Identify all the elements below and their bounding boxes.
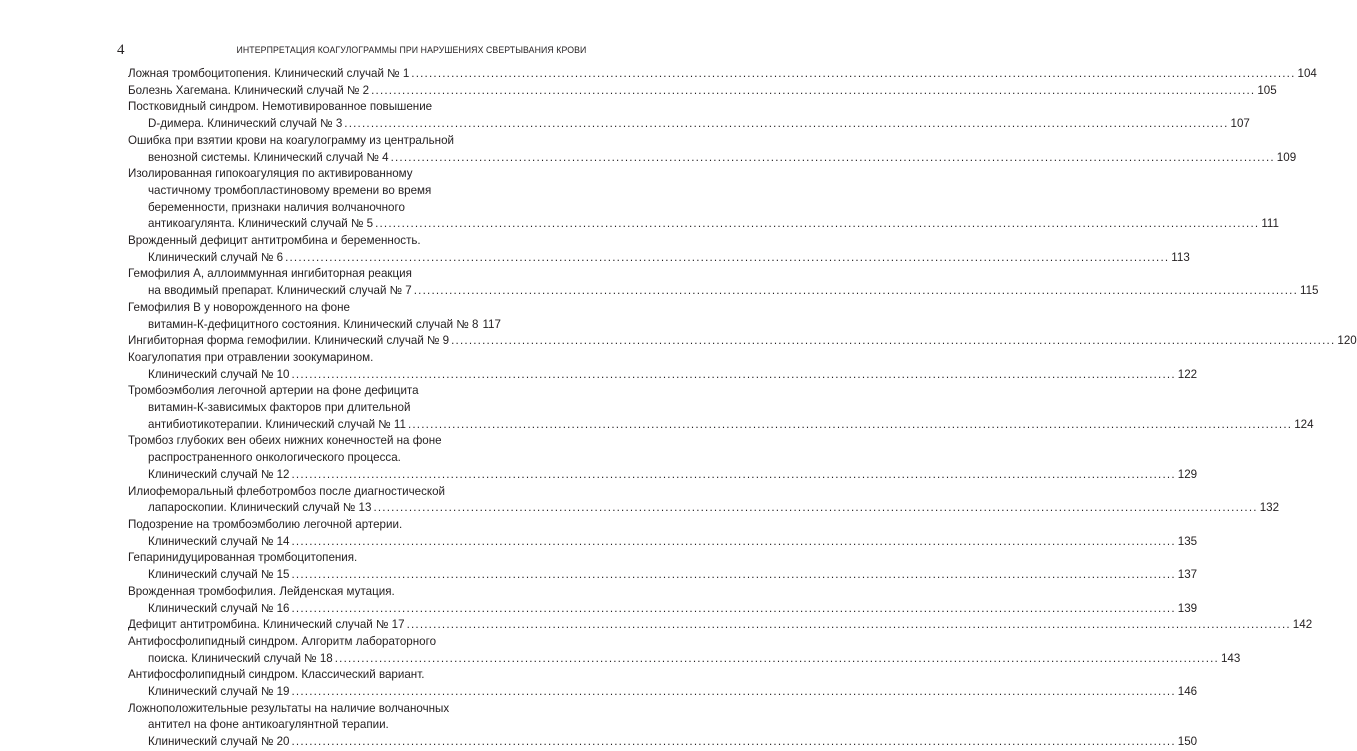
toc-page-number: 139	[1177, 601, 1198, 615]
toc-entry-line: Ошибка при взятии крови на коагулограмму из центральной	[128, 133, 454, 147]
toc-page-number: 120	[1337, 334, 1357, 348]
toc-entry-line	[128, 83, 1277, 100]
page-number: 4	[117, 42, 125, 58]
toc-entry-title: Клинический случай № 6	[148, 250, 284, 264]
toc-entry-line: распространенного онкологического процесса.	[148, 451, 401, 465]
toc-entry-title: антикоагулянта. Клинический случай № 5	[148, 217, 374, 231]
toc-entry	[128, 133, 1297, 166]
toc-dot-leader: ........................................................................................................................................................................................................	[291, 367, 1176, 381]
toc-dot-leader: ........................................................................................................................................................................................................	[344, 117, 1229, 131]
toc-page-number: 146	[1177, 685, 1198, 699]
toc-entry-title: венозной системы. Клинический случай № 4	[148, 150, 389, 164]
toc-entry-line: Тромбоз глубоких вен обеих нижних конечностей на фоне	[128, 434, 442, 448]
toc-dot-leader: ........................................................................................................................................................................................................	[371, 83, 1256, 97]
toc-entry-line	[128, 534, 1198, 551]
toc-entry	[128, 66, 1317, 83]
toc-entry-line	[128, 601, 1198, 618]
toc-entry-line	[128, 250, 1190, 267]
toc-entry-line: антител на фоне антикоагулянтной терапии.	[148, 718, 389, 732]
toc-entry-line	[128, 417, 1314, 434]
toc-entry-line: Гепаринидуцированная тромбоцитопения.	[128, 551, 358, 565]
toc-dot-leader: ........................................................................................................................................................................................................	[291, 467, 1176, 481]
toc-entry	[128, 300, 501, 333]
toc-dot-leader: ........................................................................................................................................................................................................	[291, 568, 1176, 582]
toc-entry-line	[128, 567, 1198, 584]
toc-dot-leader: ........................................................................................................................................................................................................	[413, 284, 1298, 298]
toc-entry-line: частичному тромбопластиновому времени во время	[148, 183, 432, 197]
toc-dot-leader: ........................................................................................................................................................................................................	[291, 534, 1176, 548]
toc-page-number: 111	[1261, 217, 1279, 231]
toc-entry	[128, 634, 1241, 667]
toc-page-number: 115	[1300, 284, 1319, 298]
toc-entry-line: Постковидный синдром. Немотивированное повышение	[128, 100, 433, 114]
toc-entry-title: Клинический случай № 12	[148, 467, 290, 481]
toc-entry	[128, 83, 1277, 100]
toc-entry	[128, 383, 1314, 433]
toc-dot-leader: ........................................................................................................................................................................................................	[291, 601, 1176, 615]
toc-entry-title: Ингибиторная форма гемофилии. Клинический случай № 9	[128, 334, 450, 348]
toc-entry-line: Тромбоэмболия легочной артерии на фоне дефицита	[128, 384, 419, 398]
toc-entry-line: витамин-К-зависимых факторов при длительной	[148, 401, 411, 415]
toc-entry-title: Клинический случай № 10	[148, 367, 290, 381]
toc-entry-line: Илиофеморальный флеботромбоз после диагностической	[128, 484, 446, 498]
toc-entry-title: Клинический случай № 15	[148, 568, 290, 582]
toc-entry-title: Клинический случай № 19	[148, 685, 290, 699]
toc-entry	[128, 233, 1190, 266]
toc-dot-leader: ........................................................................................................................................................................................................	[334, 651, 1219, 665]
toc-page-number: 117	[482, 317, 501, 331]
toc-page-number: 135	[1177, 534, 1198, 548]
toc-dot-leader: ........................................................................................................................................................................................................	[373, 501, 1258, 515]
running-head: ИНТЕРПРЕТАЦИЯ КОАГУЛОГРАММЫ ПРИ НАРУШЕНИЯХ СВЕРТЫВАНИЯ КРОВИ	[236, 45, 587, 56]
toc-entry-title: Клинический случай № 14	[148, 534, 290, 548]
toc-entry-line	[128, 617, 1313, 634]
toc-entry-line	[128, 651, 1241, 668]
toc-page-number: 150	[1177, 735, 1198, 749]
toc-page-number: 105	[1257, 83, 1277, 97]
toc-page-number: 137	[1177, 568, 1198, 582]
toc-entry-line	[128, 216, 1279, 233]
toc-page-number: 132	[1259, 501, 1280, 515]
toc-page-number: 124	[1294, 417, 1314, 431]
toc-entry-title: Клинический случай № 16	[148, 601, 290, 615]
toc-entry	[128, 99, 1250, 132]
toc-entry-line	[128, 367, 1198, 384]
toc-entry-line	[128, 333, 1357, 350]
toc-dot-leader: ........................................................................................................................................................................................................	[291, 735, 1176, 749]
toc-entry-line	[128, 317, 501, 334]
toc-page-number: 143	[1220, 651, 1241, 665]
toc-entry-line: Изолированная гипокоагуляция по активированному	[128, 167, 413, 181]
toc-entry-title: антибиотикотерапии. Клинический случай № 11	[148, 417, 406, 431]
toc-entry-line	[128, 684, 1198, 701]
toc-entry	[128, 550, 1198, 583]
toc-entry	[128, 350, 1198, 383]
toc-entry-title: лапароскопии. Клинический случай № 13	[148, 501, 372, 515]
toc-entry-title: поиска. Клинический случай № 18	[148, 651, 333, 665]
toc-entry-title: Болезнь Хагемана. Клинический случай № 2	[128, 83, 370, 97]
toc-entry	[128, 701, 1198, 751]
toc-entry-line: Ложноположительные результаты на наличие волчаночных	[128, 701, 450, 715]
toc-entry-title: Дефицит антитромбина. Клинический случай № 17	[128, 618, 405, 632]
toc-dot-leader: ........................................................................................................................................................................................................	[390, 150, 1275, 164]
toc-entry	[128, 333, 1357, 350]
toc-entry	[128, 617, 1313, 634]
toc-entry-line	[128, 467, 1198, 484]
toc-dot-leader: ........................................................................................................................................................................................................	[375, 217, 1260, 231]
toc-entry-line: Коагулопатия при отравлении зоокумарином.	[128, 350, 374, 364]
toc-entry-title: Клинический случай № 20	[148, 735, 290, 749]
toc-page-number: 142	[1292, 618, 1313, 632]
toc-entry-line	[128, 500, 1280, 517]
toc-dot-leader: ........................................................................................................................................................................................................	[291, 685, 1176, 699]
toc-dot-leader: ........................................................................................................................................................................................................	[407, 417, 1293, 431]
toc-entry	[128, 667, 1198, 700]
toc-entry-line	[128, 116, 1250, 133]
toc-entry-line	[128, 150, 1297, 167]
toc-entry-title: Ложная тромбоцитопения. Клинический случай № 1	[128, 67, 410, 80]
toc-entry-line	[128, 66, 1317, 83]
toc-page-number: 104	[1297, 67, 1317, 80]
toc-entry-line	[128, 283, 1319, 300]
toc-entry	[128, 584, 1198, 617]
toc-dot-leader: ........................................................................................................................................................................................................	[411, 67, 1296, 80]
toc-entry	[128, 517, 1198, 550]
toc-entry-line: Антифосфолипидный синдром. Алгоритм лабораторного	[128, 634, 437, 648]
toc-entry	[128, 484, 1280, 517]
toc-dot-leader: ........................................................................................................................................................................................................	[406, 618, 1291, 632]
toc-page-number: 113	[1171, 250, 1190, 264]
toc-entry-line: Врожденная тромбофилия. Лейденская мутация.	[128, 584, 395, 598]
toc-entry-title: на вводимый препарат. Клинический случай № 7	[148, 284, 412, 298]
toc-page-number: 122	[1177, 367, 1198, 381]
toc-entry-line: Гемофилия В у новорожденного на фоне	[128, 300, 350, 314]
toc-entry-line: беременности, признаки наличия волчаночного	[148, 200, 405, 214]
toc-page-number: 109	[1276, 150, 1297, 164]
toc-page-number: 107	[1230, 117, 1250, 131]
toc-page-number: 129	[1177, 467, 1198, 481]
toc-entry-line: Антифосфолипидный синдром. Классический вариант.	[128, 668, 425, 682]
toc-entry-line	[128, 734, 1198, 751]
toc-entry-title: витамин-К-дефицитного состояния. Клинический случай № 8	[148, 317, 479, 331]
toc-entry-line: Подозрение на тромбоэмболию легочной артерии.	[128, 517, 403, 531]
toc-entry	[128, 433, 1198, 483]
toc-entry-title: D-димера. Клинический случай № 3	[148, 117, 343, 131]
toc-dot-leader: ........................................................................................................................................................................................................	[451, 334, 1336, 348]
toc-entry	[128, 266, 1319, 299]
table-of-contents	[128, 66, 1357, 751]
toc-dot-leader: ........................................................................................................................................................................................................	[285, 250, 1170, 264]
toc-entry	[128, 166, 1279, 233]
toc-entry-line: Гемофилия А, аллоиммунная ингибиторная реакция	[128, 267, 412, 281]
toc-entry-line: Врожденный дефицит антитромбина и беременность.	[128, 234, 421, 248]
